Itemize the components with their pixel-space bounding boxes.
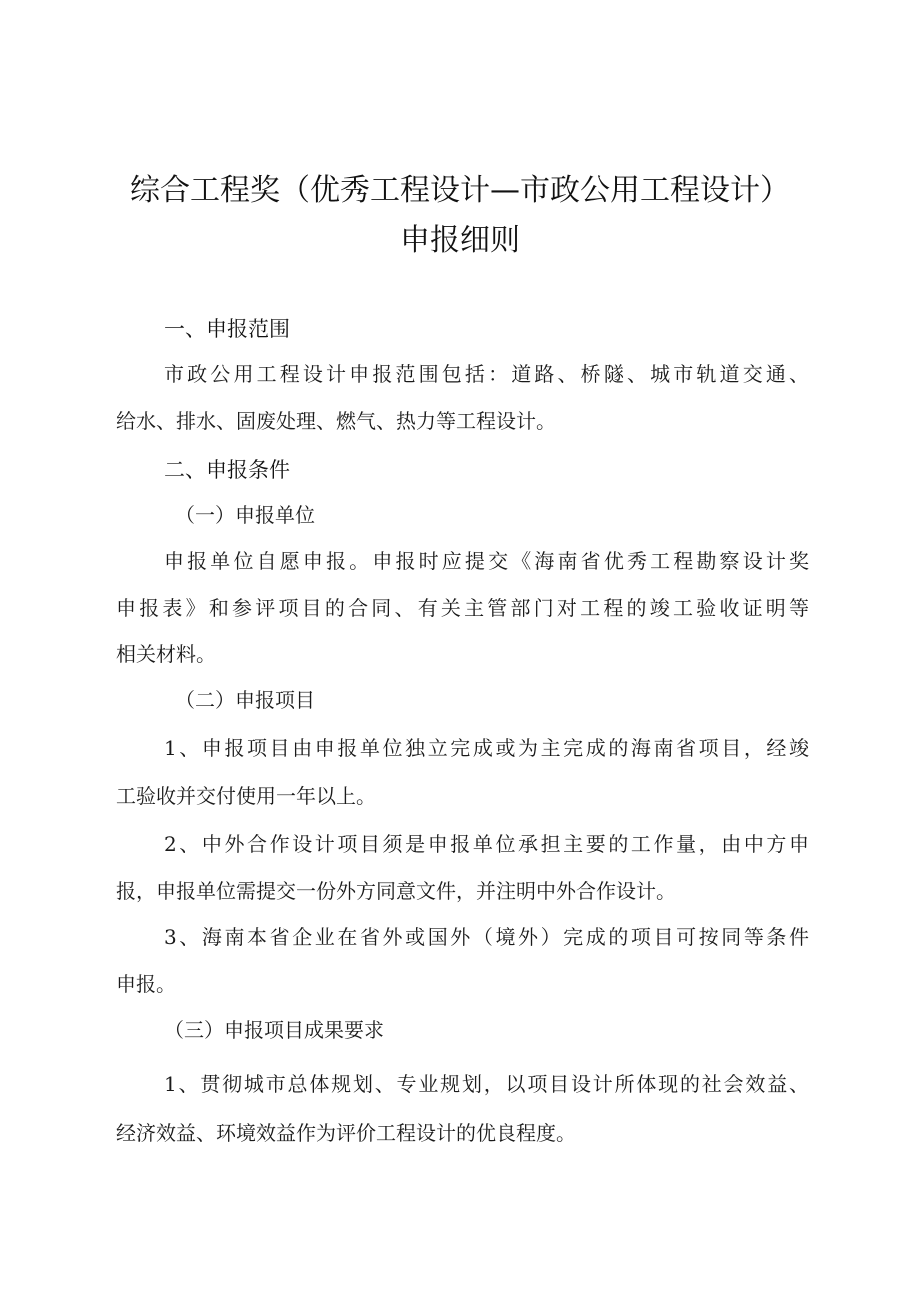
list-item-line: 1、贯彻城市总体规划、专业规划，以项目设计所体现的社会效益、 — [164, 1072, 809, 1096]
list-item-line: 1、申报项目由申报单位独立完成或为主完成的海南省项目，经竣 — [164, 736, 809, 760]
paragraph-line: 给水、排水、固废处理、燃气、热力等工程设计。 — [116, 409, 556, 433]
list-item-line: 2、中外合作设计项目须是申报单位承担主要的工作量，由中方申 — [164, 832, 809, 856]
subsection-heading-results: （三）申报项目成果要求 — [164, 1018, 384, 1042]
list-item-line: 经济效益、环境效益作为评价工程设计的优良程度。 — [116, 1121, 576, 1145]
list-item-line: 报，申报单位需提交一份外方同意文件，并注明中外合作设计。 — [116, 879, 676, 903]
paragraph-line: 申报单位自愿申报。申报时应提交《海南省优秀工程勘察设计奖 — [164, 549, 809, 573]
document-title-line1: 综合工程奖（优秀工程设计—市政公用工程设计） — [130, 173, 790, 208]
list-item-line: 申报。 — [116, 972, 176, 996]
document-title-line2: 申报细则 — [400, 223, 520, 258]
paragraph-line: 相关材料。 — [116, 642, 216, 666]
list-item-line: 工验收并交付使用一年以上。 — [116, 784, 376, 808]
subsection-heading-unit: （一）申报单位 — [175, 503, 315, 527]
list-item-line: 3、海南本省企业在省外或国外（境外）完成的项目可按同等条件 — [164, 925, 809, 949]
section-heading-conditions: 二、申报条件 — [164, 458, 290, 482]
section-heading-scope: 一、申报范围 — [164, 317, 290, 341]
subsection-heading-project: （二）申报项目 — [175, 688, 315, 712]
paragraph-line: 申报表》和参评项目的合同、有关主管部门对工程的竣工验收证明等 — [116, 596, 809, 620]
paragraph-line: 市政公用工程设计申报范围包括：道路、桥隧、城市轨道交通、 — [164, 362, 809, 386]
